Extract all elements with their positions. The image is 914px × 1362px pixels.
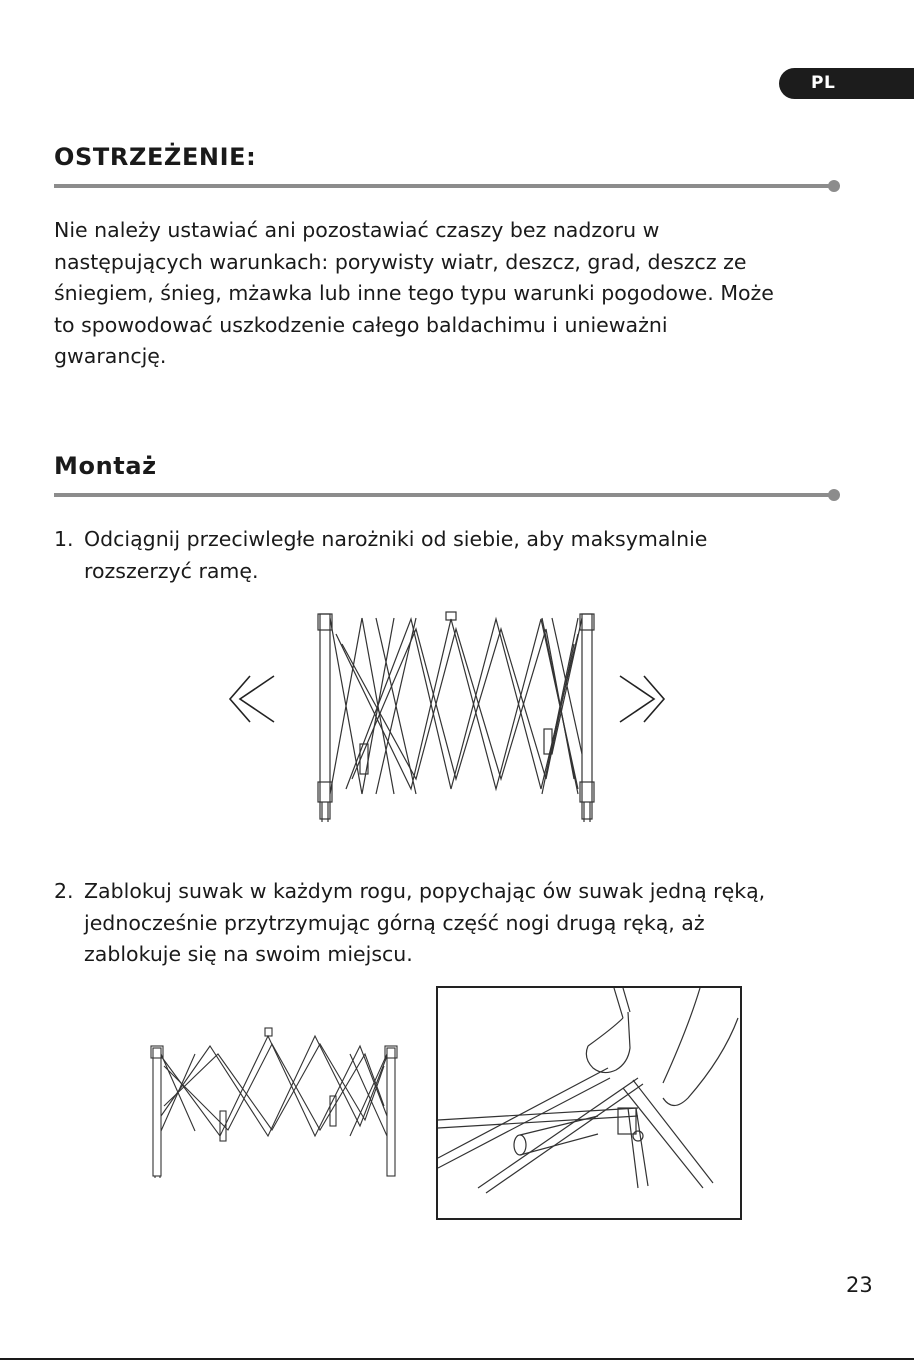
step-line: rozszerzyć ramę. [84, 558, 259, 583]
language-tab: PL [779, 68, 914, 99]
warning-line: następujących warunkach: porywisty wiatr, deszcz, grad, deszcz ze [54, 249, 747, 274]
step-2 [54, 876, 854, 971]
page-number: 23 [846, 1273, 873, 1297]
step-line: Zablokuj suwak w każdym rogu, popychając ów suwak jedną ręką, [84, 879, 766, 903]
warning-line: Nie należy ustawiać ani pozostawiać czaszy bez nadzoru w [54, 218, 660, 242]
warning-line: śniegiem, śnieg, mżawka lub inne tego typu warunki pogodowe. Może [54, 281, 774, 305]
warning-line: gwarancję. [54, 344, 167, 368]
step-line: jednocześnie przytrzymując górną część nogi drugą ręką, aż [84, 910, 705, 935]
step-line: Odciągnij przeciwległe narożniki od siebie, aby maksymalnie [84, 527, 708, 551]
canopy-frame-illustration [150, 1026, 402, 1180]
double-chevron-right-icon [616, 672, 668, 726]
step-number: 1. [54, 527, 74, 551]
step-line: zablokuje się na swoim miejscu. [84, 942, 413, 966]
warning-heading: OSTRZEŻENIE: [54, 143, 257, 171]
hands-locking-slider-illustration [436, 986, 742, 1220]
expanding-canopy-frame-illustration [316, 604, 602, 826]
warning-line: to spowodować uszkodzenie całego baldachimu i unieważni [54, 312, 668, 337]
assembly-divider [54, 489, 840, 501]
double-chevron-left-icon [226, 672, 278, 726]
warning-divider [54, 180, 840, 192]
step-number: 2. [54, 879, 74, 903]
assembly-heading: Montaż [54, 452, 157, 480]
bottom-rule [0, 1358, 914, 1360]
step-1 [54, 524, 854, 587]
